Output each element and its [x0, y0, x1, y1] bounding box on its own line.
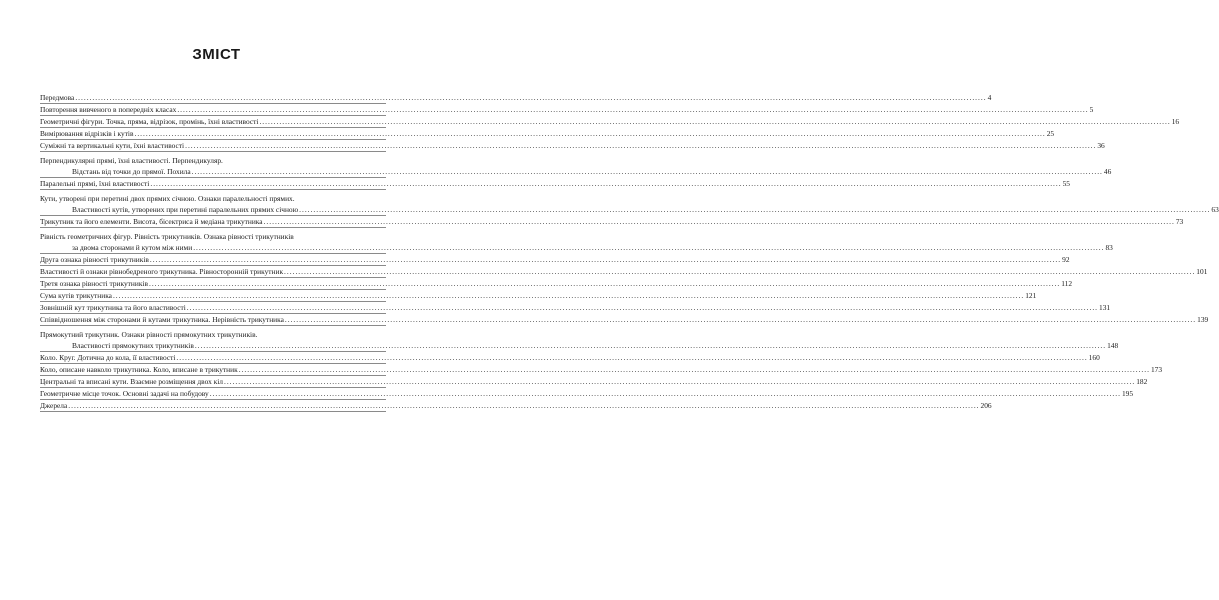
toc-entry-title: Третя ознака рівності трикутників	[40, 279, 148, 288]
toc-entry-title: Геометричне місце точок. Основні задачі на побудову	[40, 389, 209, 398]
toc-entry-last-line	[40, 204, 1219, 215]
dot-leader	[299, 204, 1210, 215]
toc-entry-title-line: Прямокутний трикутник. Ознаки рівності прямокутних трикутників.	[40, 330, 258, 339]
toc-entry-last-line	[40, 104, 1094, 115]
toc-entry-last-line	[40, 116, 1180, 127]
toc-entry-title: Властивості кутів, утворених при перетині паралельних прямих січною	[72, 205, 299, 214]
toc-entry-last-line	[40, 92, 992, 103]
toc-page-number: 121	[1025, 291, 1037, 300]
toc-entry-last-line	[40, 128, 1055, 139]
toc-entry	[40, 116, 1180, 128]
dot-leader	[176, 352, 1087, 363]
toc-entry	[40, 178, 1070, 190]
toc-entry-title: Зовнішній кут трикутника та його властивості	[40, 303, 186, 312]
toc-entry	[40, 302, 1111, 314]
toc-page-number: 182	[1136, 377, 1148, 386]
dot-leader	[149, 278, 1060, 289]
toc-page-number: 46	[1103, 167, 1112, 176]
dot-leader	[195, 340, 1106, 351]
dot-leader	[75, 92, 986, 103]
toc-page-number: 63	[1211, 205, 1219, 214]
dot-leader	[177, 104, 1088, 115]
toc-entry	[40, 329, 1119, 352]
toc-entry-title: Властивості й ознаки рівнобедреного трикутника. Рівносторонній трикутник	[40, 267, 284, 276]
toc-entry-last-line	[40, 278, 1073, 289]
toc-entry-title: Трикутник та його елементи. Висота, бісектриса й медіана трикутника	[40, 217, 263, 226]
toc-page-number: 131	[1099, 303, 1111, 312]
toc-entry-title: Геометричні фігури. Точка, пряма, відрізок, промінь, їхні властивості	[40, 117, 259, 126]
toc-entry-title: Співвідношення між сторонами й кутами трикутника. Нерівність трикутника	[40, 315, 284, 324]
toc-entry-last-line	[40, 166, 1112, 177]
toc-entry-last-line	[40, 216, 1184, 227]
toc-page-number: 83	[1105, 243, 1113, 252]
toc-entry-title: Коло, описане навколо трикутника. Коло, вписане в трикутник	[40, 365, 238, 374]
toc-entry	[40, 104, 1094, 116]
toc-entry-title: Паралельні прямі, їхні властивості	[40, 179, 150, 188]
toc-entry-last-line	[40, 314, 1209, 325]
dot-leader	[285, 314, 1196, 325]
dot-leader	[113, 290, 1024, 301]
toc-entry-last-line	[40, 302, 1111, 313]
toc-entry-title: Повторення вивченого в попередніх класах	[40, 105, 177, 114]
toc-entry-last-line	[40, 140, 1105, 151]
toc-page-number: 101	[1196, 267, 1208, 276]
dot-leader	[192, 166, 1103, 177]
toc-entry-last-line	[40, 266, 1208, 277]
toc-entry-title: Властивості прямокутних трикутників	[72, 341, 194, 350]
toc-entry-last-line	[40, 400, 992, 411]
toc-page-number: 55	[1062, 179, 1070, 188]
dot-leader	[150, 178, 1061, 189]
dot-leader	[68, 400, 979, 411]
toc-entry	[40, 290, 1037, 302]
dot-leader	[264, 216, 1175, 227]
toc-entry	[40, 266, 1208, 278]
toc-page-number: 139	[1197, 315, 1209, 324]
toc-entry	[40, 388, 1134, 400]
toc-page-number: 148	[1107, 341, 1119, 350]
toc-page-number: 112	[1061, 279, 1073, 288]
toc-page-number: 160	[1088, 353, 1100, 362]
toc-entry-title-line: Рівність геометричних фігур. Рівність трикутників. Ознака рівності трикутників	[40, 232, 294, 241]
toc-entry-title: Вимірювання відрізків і кутів	[40, 129, 134, 138]
toc-entry-last-line	[40, 364, 1163, 375]
dot-leader	[193, 242, 1104, 253]
toc-entry	[40, 92, 992, 104]
table-of-contents	[40, 92, 1219, 412]
dot-leader	[210, 388, 1121, 399]
toc-entry	[40, 376, 1148, 388]
toc-entry	[40, 231, 1113, 254]
toc-entry-last-line	[40, 242, 1113, 253]
toc-entry-title: Суміжні та вертикальні кути, їхні властивості	[40, 141, 185, 150]
dot-leader	[187, 302, 1098, 313]
toc-entry	[40, 193, 1219, 216]
toc-page-number: 4	[987, 93, 992, 102]
toc-page-number: 173	[1150, 365, 1163, 374]
toc-entry-title: за двома сторонами й кутом між ними	[72, 243, 193, 252]
toc-entry-title: Відстань від точки до прямої. Похила	[72, 167, 191, 176]
toc-page-number: 36	[1097, 141, 1105, 150]
toc-entry-title-line: Перпендикулярні прямі, їхні властивості. Перпендикуляр.	[40, 156, 223, 165]
toc-entry	[40, 254, 1070, 266]
dot-leader	[134, 128, 1045, 139]
dot-leader	[224, 376, 1135, 387]
toc-page-number: 206	[980, 401, 992, 410]
toc-entry-title: Коло. Круг. Дотична до кола, її властивості	[40, 353, 176, 362]
toc-entry	[40, 128, 1055, 140]
toc-entry-last-line	[40, 254, 1070, 265]
toc-entry-title: Друга ознака рівності трикутників	[40, 255, 149, 264]
toc-entry-last-line	[40, 388, 1134, 399]
toc-entry-last-line	[40, 178, 1070, 189]
toc-entry	[40, 140, 1105, 152]
dot-leader	[150, 254, 1061, 265]
toc-entry-last-line	[40, 352, 1100, 363]
toc-entry-title-line: Кути, утворені при перетині двох прямих січною. Ознаки паралельності прямих.	[40, 194, 295, 203]
toc-page-number: 92	[1062, 255, 1070, 264]
toc-page-number: 73	[1175, 217, 1184, 226]
toc-entry-title: Передмова	[40, 93, 75, 102]
toc-entry-title: Сума кутів трикутника	[40, 291, 112, 300]
toc-entry	[40, 352, 1100, 364]
toc-page-number: 16	[1171, 117, 1180, 126]
toc-entry-last-line	[40, 376, 1148, 387]
toc-entry-last-line	[40, 340, 1119, 351]
toc-entry	[40, 278, 1073, 290]
dot-leader	[284, 266, 1195, 277]
toc-entry-last-line	[40, 290, 1037, 301]
toc-entry	[40, 314, 1209, 326]
toc-entry-title: Джерела	[40, 401, 68, 410]
page-title: ЗМІСТ	[192, 46, 241, 63]
toc-entry	[40, 155, 1112, 178]
toc-entry	[40, 400, 992, 412]
toc-entry-title: Центральні та вписані кути. Взаємне розміщення двох кіл	[40, 377, 223, 386]
toc-entry	[40, 216, 1184, 228]
toc-page-number: 195	[1121, 389, 1134, 398]
dot-leader	[239, 364, 1150, 375]
toc-entry	[40, 364, 1163, 376]
toc-page-number: 25	[1046, 129, 1055, 138]
dot-leader	[185, 140, 1096, 151]
toc-page-number: 5	[1089, 105, 1094, 114]
dot-leader	[259, 116, 1170, 127]
